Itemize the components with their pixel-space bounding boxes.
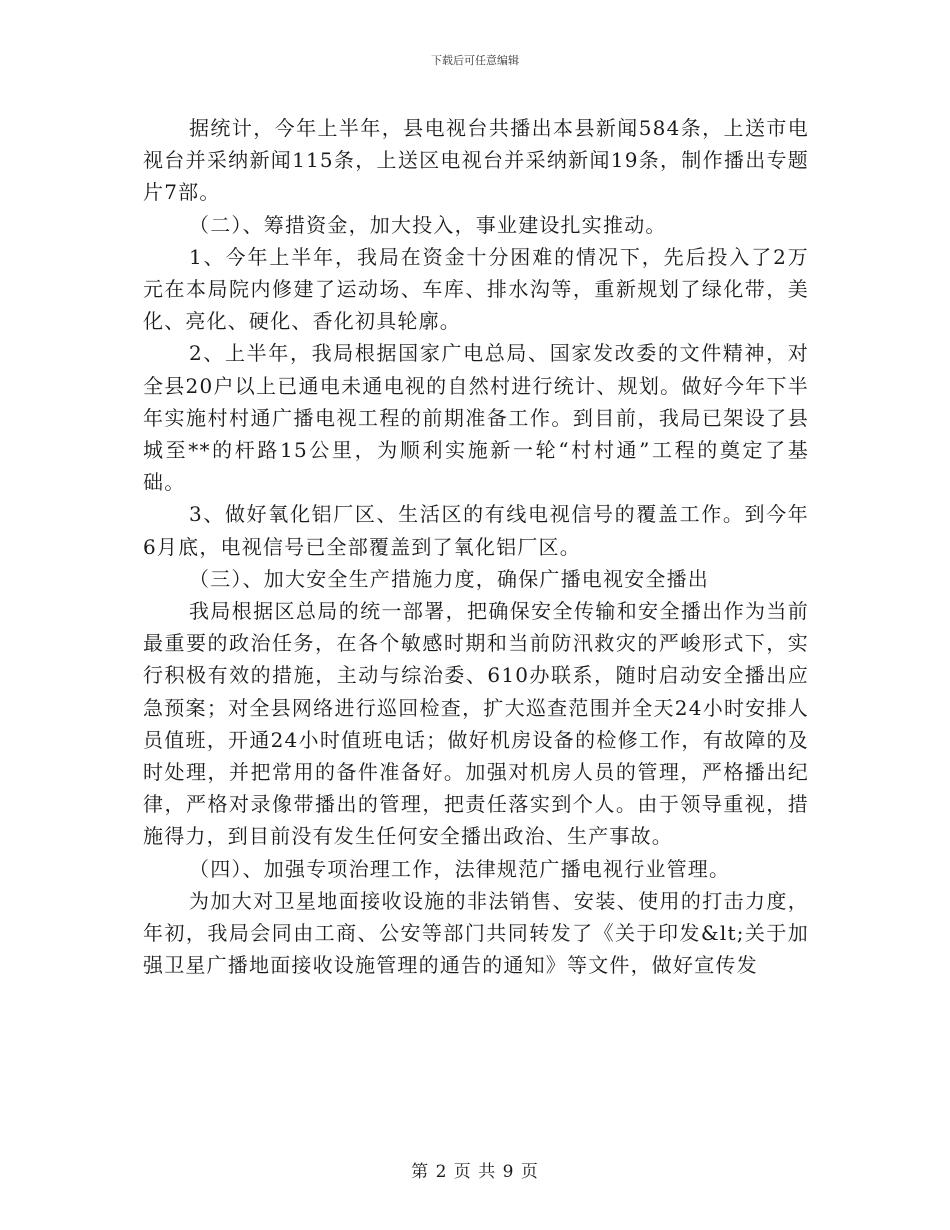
section-heading-2: （二）、筹措资金，加大投入，事业建设扎实推动。 xyxy=(189,212,667,237)
paragraph-statistics: 据统计，今年上半年，县电视台共播出本县新闻584条，上送市电视台并采纳新闻115条，上送区电视台并采纳新闻19条，制作播出专题片7部。 xyxy=(143,116,809,205)
paragraph-item-1: 1、今年上半年，我局在资金十分困难的情况下，先后投入了2万元在本局院内修建了运动场、车库、排水沟等，重新规划了绿化带，美化、亮化、硬化、香化初具轮廓。 xyxy=(143,244,809,334)
page-footer: 第 2 页 共 9 页 xyxy=(411,1162,539,1182)
paragraph-item-3: 3、做好氧化铝厂区、生活区的有线电视信号的覆盖工作。到今年6月底，电视信号已全部覆盖到了氧化铝厂区。 xyxy=(143,502,809,559)
paragraph-item-2: 2、上半年，我局根据国家广电总局、国家发改委的文件精神，对全县20户以上已通电未通电视的自然村进行统计、规划。做好今年下半年实施村村通广播电视工程的前期准备工作。到目前，我局已架设了县城至**的杆路15公里，为顺利实施新一轮“村村通”工程的奠定了基础。 xyxy=(143,341,809,495)
section-heading-3: （三）、加大安全生产措施力度，确保广播电视安全播出 xyxy=(189,566,709,591)
section-heading-4: （四）、加强专项治理工作，法律规范广播电视行业管理。 xyxy=(189,856,731,881)
paragraph-satellite: 为加大对卫星地面接收设施的非法销售、安装、使用的打击力度，年初，我局会同由工商、公安等部门共同转发了《关于印发&lt;关于加强卫星广播地面接收设施管理的通告的通知》等文件，做好宣传发 xyxy=(143,888,809,978)
paragraph-safety: 我局根据区总局的统一部署，把确保安全传输和安全播出作为当前最重要的政治任务，在各个敏感时期和当前防汛救灾的严峻形式下，实行积极有效的措施，主动与综治委、610办联系，随时启动安全播出应急预案；对全县网络进行巡回检查，扩大巡查范围并全天24小时安排人员值班，开通24小时值班电话；做好机房设备的检修工作，有故障的及时处理，并把常用的备件准备好。加强对机房人员的管理，严格播出纪律，严格对录像带播出的管理，把责任落实到个人。由于领导重视，措施得力，到目前没有发生任何安全播出政治、生产事故。 xyxy=(143,599,809,849)
page-header: 下载后可任意编辑 xyxy=(431,54,519,67)
document-body xyxy=(143,112,809,981)
